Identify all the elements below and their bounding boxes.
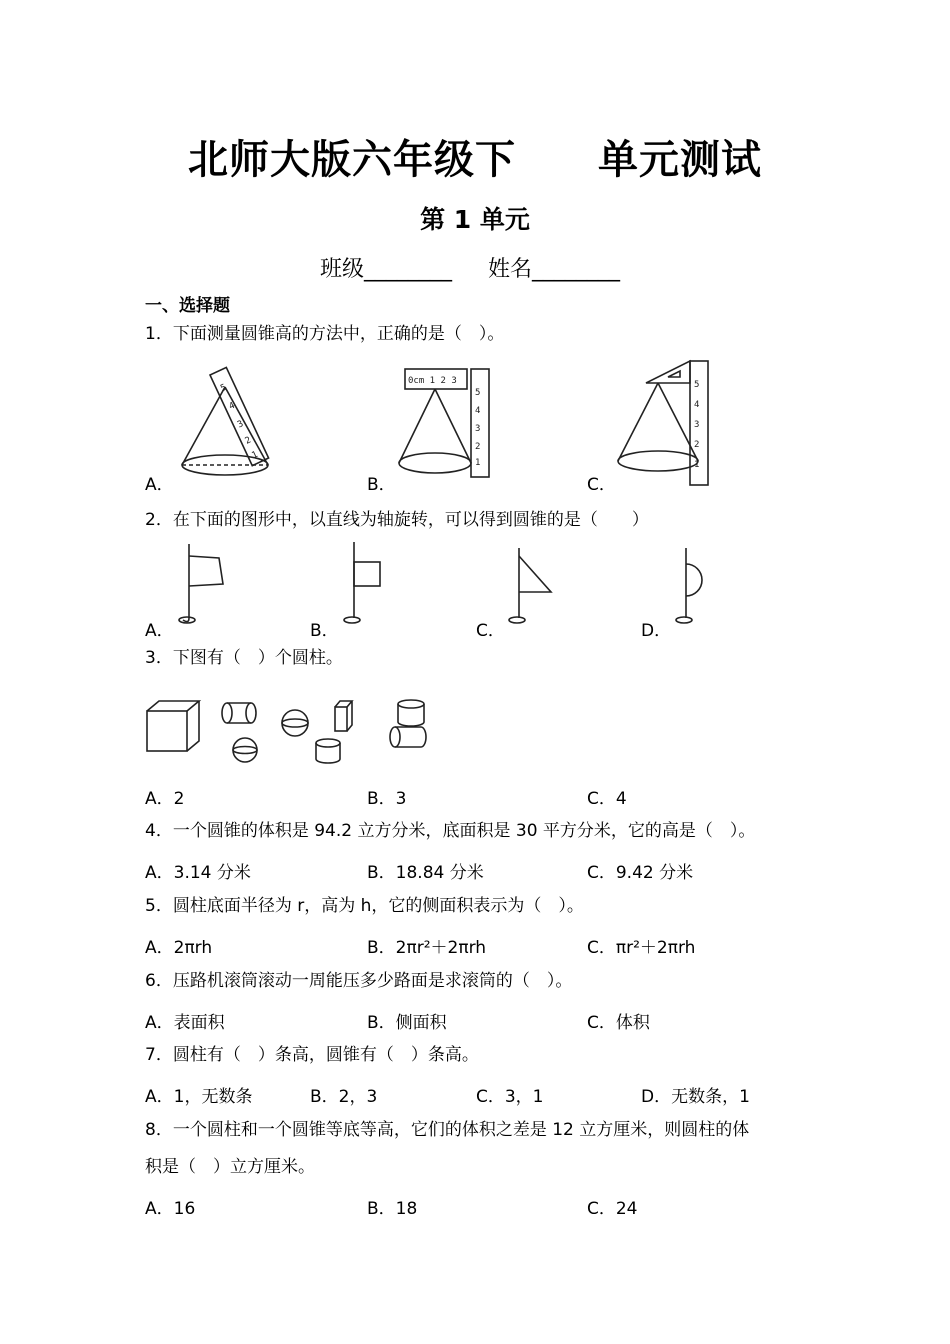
svg-text:1: 1 bbox=[694, 460, 700, 470]
question-5: 5．圆柱底面半径为 r，高为 h，它的侧面积表示为（ ）。 bbox=[145, 896, 584, 916]
q4-option-b[interactable]: B．18.84 分米 bbox=[367, 863, 484, 883]
q8-option-a[interactable]: A．16 bbox=[145, 1199, 196, 1219]
question-8-line-2: 积是（ ）立方厘米。 bbox=[145, 1157, 315, 1177]
svg-text:5: 5 bbox=[694, 380, 700, 390]
q3-option-c[interactable]: C．4 bbox=[587, 789, 627, 809]
question-3: 3．下图有（ ）个圆柱。 bbox=[145, 648, 343, 668]
q5-option-c[interactable]: C．πr²＋2πrh bbox=[587, 938, 696, 958]
q4-option-a[interactable]: A．3.14 分米 bbox=[145, 863, 251, 883]
question-2: 2．在下面的图形中，以直线为轴旋转，可以得到圆锥的是（ ） bbox=[145, 510, 649, 530]
svg-text:2: 2 bbox=[243, 435, 253, 447]
question-1: 1．下面测量圆锥高的方法中，正确的是（ ）。 bbox=[145, 324, 505, 344]
q1-figure-c bbox=[610, 357, 725, 487]
q6-option-c[interactable]: C．体积 bbox=[587, 1013, 650, 1033]
page-title: 北师大版六年级下 单元测试 bbox=[188, 137, 762, 183]
q4-option-c[interactable]: C．9.42 分米 bbox=[587, 863, 694, 883]
q3-option-b[interactable]: B．3 bbox=[367, 789, 407, 809]
svg-text:4: 4 bbox=[694, 400, 700, 410]
svg-text:0cm 1 2 3: 0cm 1 2 3 bbox=[408, 376, 457, 386]
q1-option-a[interactable]: A． bbox=[145, 475, 174, 495]
svg-text:5: 5 bbox=[219, 382, 229, 395]
q2-figure-d bbox=[672, 546, 732, 630]
svg-text:5: 5 bbox=[475, 388, 481, 398]
svg-text:2: 2 bbox=[475, 442, 481, 452]
q2-figure-b bbox=[340, 540, 400, 630]
q3-solids-figure bbox=[145, 695, 435, 775]
q7-option-c[interactable]: C．3，1 bbox=[476, 1087, 544, 1107]
q2-option-d[interactable]: D． bbox=[641, 621, 672, 641]
svg-text:3: 3 bbox=[236, 419, 246, 431]
q6-option-b[interactable]: B．侧面积 bbox=[367, 1013, 447, 1033]
section-title: 一、选择题 bbox=[145, 296, 230, 316]
q2-option-c[interactable]: C． bbox=[476, 621, 505, 641]
q3-option-a[interactable]: A．2 bbox=[145, 789, 185, 809]
q2-figure-a bbox=[175, 540, 235, 630]
class-field-label: 班级________ bbox=[320, 257, 453, 282]
svg-text:3: 3 bbox=[694, 420, 700, 430]
q7-option-a[interactable]: A．1，无数条 bbox=[145, 1087, 253, 1107]
q7-option-d[interactable]: D．无数条，1 bbox=[641, 1087, 750, 1107]
q1-figure-b bbox=[395, 365, 505, 485]
svg-text:1: 1 bbox=[250, 449, 260, 462]
q1-figure-a bbox=[170, 365, 300, 485]
q2-option-b[interactable]: B． bbox=[310, 621, 339, 641]
q5-option-a[interactable]: A．2πrh bbox=[145, 938, 213, 958]
svg-text:2: 2 bbox=[694, 440, 700, 450]
q2-option-a[interactable]: A． bbox=[145, 621, 174, 641]
svg-text:4: 4 bbox=[475, 406, 481, 416]
name-field-label: 姓名________ bbox=[488, 257, 621, 282]
q1-option-b[interactable]: B． bbox=[367, 475, 396, 495]
q8-option-c[interactable]: C．24 bbox=[587, 1199, 638, 1219]
question-6: 6．压路机滚筒滚动一周能压多少路面是求滚筒的（ ）。 bbox=[145, 971, 573, 991]
q7-option-b[interactable]: B．2，3 bbox=[310, 1087, 378, 1107]
question-4: 4．一个圆锥的体积是 94.2 立方分米，底面积是 30 平方分米，它的高是（ ）。 bbox=[145, 821, 756, 841]
svg-text:3: 3 bbox=[475, 424, 481, 434]
unit-subtitle: 第 1 单元 bbox=[420, 205, 530, 234]
svg-text:4: 4 bbox=[227, 400, 237, 413]
q5-option-b[interactable]: B．2πr²＋2πrh bbox=[367, 938, 487, 958]
q6-option-a[interactable]: A．表面积 bbox=[145, 1013, 225, 1033]
q1-option-c[interactable]: C． bbox=[587, 475, 616, 495]
question-8-line-1: 8．一个圆柱和一个圆锥等底等高，它们的体积之差是 12 立方厘米，则圆柱的体 bbox=[145, 1120, 750, 1140]
q8-option-b[interactable]: B．18 bbox=[367, 1199, 418, 1219]
svg-text:1: 1 bbox=[475, 458, 481, 468]
q2-figure-c bbox=[505, 546, 565, 630]
question-7: 7．圆柱有（ ）条高，圆锥有（ ）条高。 bbox=[145, 1045, 479, 1065]
